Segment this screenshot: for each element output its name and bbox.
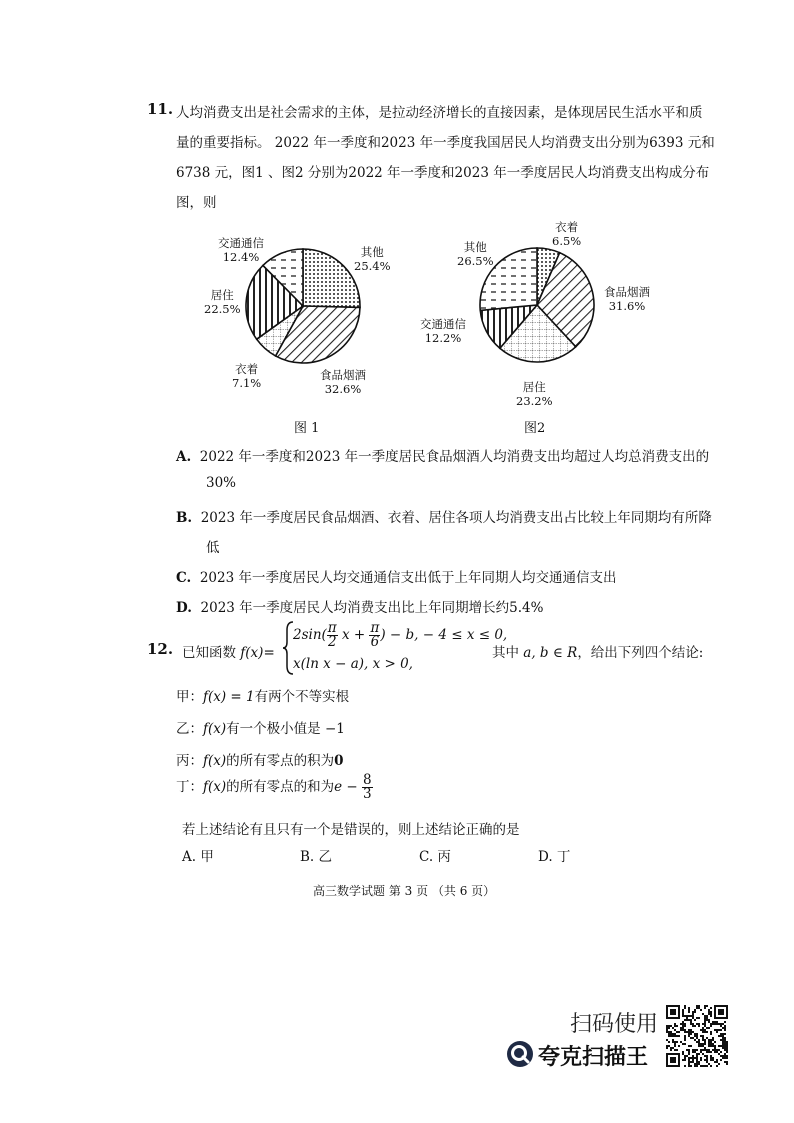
q12-case-1: 2sin( $\frac{\pi}{2}$ x + $\frac{\pi}{6}$ ) − b, − 4 ≤ x ≤ 0, xyxy=(293,620,508,650)
figure-1-caption: 图 1 xyxy=(294,421,320,436)
pie-chart-figure-2 xyxy=(480,248,594,362)
q12-case-2: x(ln x − a), x > 0, xyxy=(293,656,413,672)
q11-line-3: 6738 元，图1 、图2 分别为2022 年一季度和2023 年一季度居民人均消费支出构成分布 xyxy=(176,165,710,181)
fig2-label-other: 其他 26.5% xyxy=(457,240,494,268)
question-11-number: 11. xyxy=(147,100,174,118)
fig1-label-clothing: 衣着 7.1% xyxy=(232,362,262,390)
statement-yi: 乙：f(x)有一个极小值是 −1 xyxy=(176,721,345,737)
fig1-label-transport: 交通通信 12.4% xyxy=(218,236,264,264)
pie-chart-figure-1 xyxy=(246,249,360,363)
fig1-slice-0 xyxy=(303,249,360,307)
fig2-label-transport: 交通通信 12.2% xyxy=(420,317,466,345)
page-footer: 高三数学试题 第 3 页 （共 6 页） xyxy=(313,884,496,898)
fig2-label-food: 食品烟酒 31.6% xyxy=(604,285,650,313)
question-12-number: 12. xyxy=(147,640,174,658)
q12-option-d: D. 丁 xyxy=(538,849,571,865)
q11-option-d: D. 2023 年一季度居民人均消费支出比上年同期增长约5.4% xyxy=(176,600,544,616)
statement-jia: 甲：f(x) = 1有两个不等实根 xyxy=(176,689,350,705)
scan-to-use-label: 扫码使用 xyxy=(570,1012,659,1037)
quark-brand-name: 夸克扫描王 xyxy=(538,1045,649,1070)
statement-ding: 丁：f(x)的所有零点的和为e − $\frac{8}{3}$ xyxy=(176,772,372,802)
q11-option-a-cont: 30% xyxy=(206,475,237,491)
q12-option-b: B. 乙 xyxy=(300,849,333,865)
fig2-label-clothing: 衣着 6.5% xyxy=(552,220,582,248)
q11-option-b: B. 2023 年一季度居民食品烟酒、衣着、居住各项人均消费支出占比较上年同期均有所降 xyxy=(176,510,712,526)
q11-option-c: C. 2023 年一季度居民人均交通通信支出低于上年同期人均交通通信支出 xyxy=(176,570,617,586)
fig1-label-other: 其他 25.4% xyxy=(354,245,391,273)
q11-line-2: 量的重要指标。 2022 年一季度和2023 年一季度我国居民人均消费支出分别为6393 元和 xyxy=(176,135,715,151)
qr-code[interactable] xyxy=(666,1005,728,1067)
q12-closing: 若上述结论有且只有一个是错误的，则上述结论正确的是 xyxy=(182,822,520,838)
q12-intro: 已知函数 f(x)= xyxy=(182,645,275,661)
q12-where: 其中 a, b ∈ R，给出下列四个结论: xyxy=(492,645,704,661)
q12-option-a: A. 甲 xyxy=(182,849,214,865)
quark-logo-icon xyxy=(506,1040,534,1068)
figure-2-caption: 图2 xyxy=(524,421,546,436)
q11-option-b-cont: 低 xyxy=(206,540,220,556)
q11-line-1: 人均消费支出是社会需求的主体，是拉动经济增长的直接因素，是体现居民生活水平和质 xyxy=(176,105,703,121)
fig1-label-housing: 居住 22.5% xyxy=(204,288,241,316)
fig1-label-food: 食品烟酒 32.6% xyxy=(320,368,366,396)
fig2-label-housing: 居住 23.2% xyxy=(516,380,553,408)
statement-bing: 丙：f(x)的所有零点的积为0 xyxy=(176,753,344,769)
q11-line-4: 图，则 xyxy=(176,195,217,211)
q12-option-c: C. 丙 xyxy=(419,849,451,865)
q11-option-a: A. 2022 年一季度和2023 年一季度居民食品烟酒人均消费支出均超过人均总消费支出的 xyxy=(176,449,710,465)
